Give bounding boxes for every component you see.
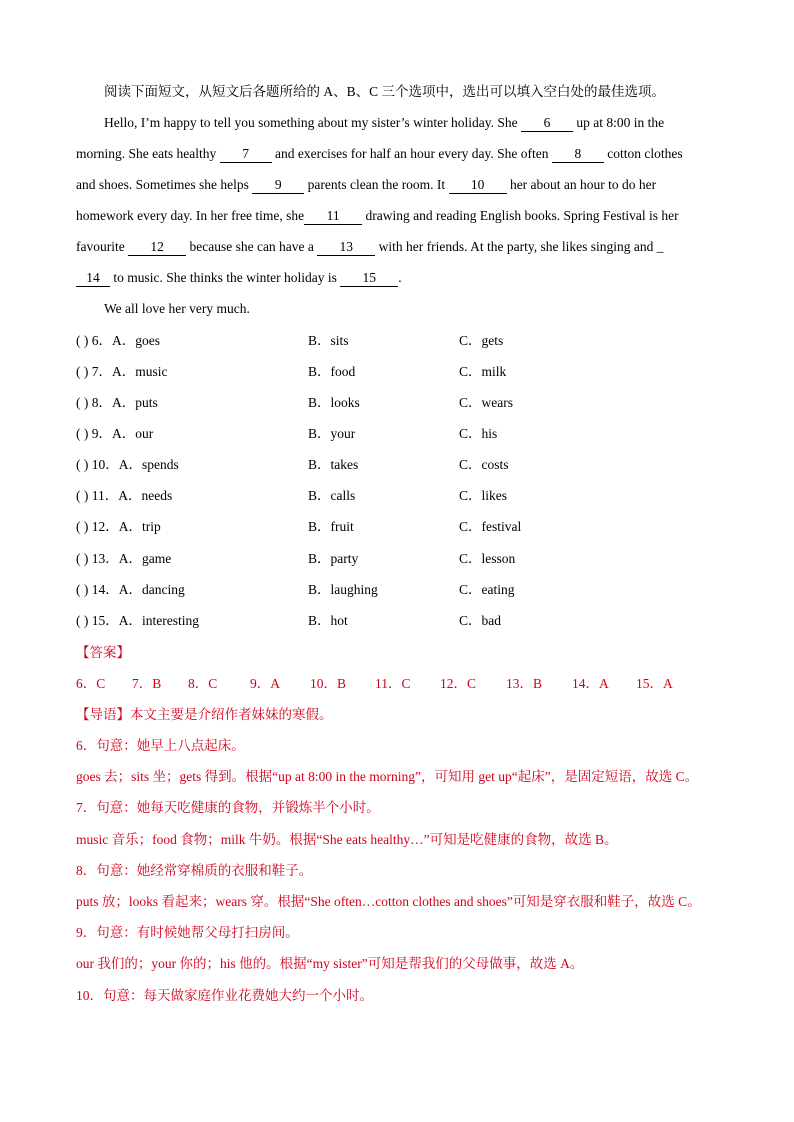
explanation-9-meaning: 9．句意：有时候她帮父母打扫房间。 — [76, 925, 299, 940]
blank-6: 6 — [521, 115, 573, 132]
blank-7: 7 — [220, 146, 272, 163]
blank-15: 15 — [340, 270, 398, 287]
passage-line-4: homework every day. In her free time, she 11 drawing and reading English books. Spring Festival is her — [76, 208, 679, 223]
question-14: ( ) 14．A．dancing B．laughing C．eating — [76, 582, 515, 597]
answer-row — [76, 674, 676, 694]
blank-10: 10 — [449, 177, 507, 194]
passage-line-2: morning. She eats healthy 7 and exercises for half an hour every day. She often 8 cotton clothes — [76, 146, 683, 161]
question-6: ( ) 6．A．goes B．sits C．gets — [76, 333, 504, 348]
blank-14: 14 — [76, 270, 110, 287]
instruction: 阅读下面短文，从短文后各题所给的 A、B、C 三个选项中，选出可以填入空白处的最佳选项。 — [104, 84, 666, 99]
question-7: ( ) 7．A．music B．food C．milk — [76, 364, 507, 379]
question-10: ( ) 10．A．spends B．takes C．costs — [76, 457, 509, 472]
blank-11: 11 — [304, 208, 362, 225]
blank-13: 13 — [317, 239, 375, 256]
answer-9: 9．A — [250, 676, 280, 691]
passage-line-3: and shoes. Sometimes she helps 9 parents clean the room. It 10 her about an hour to do her — [76, 177, 657, 192]
guide-text: 【导语】本文主要是介绍作者妹妹的寒假。 — [76, 707, 333, 722]
question-11: ( ) 11．A．needs B．calls C．likes — [76, 488, 508, 503]
answer-11: 11．C — [375, 676, 411, 691]
blank-12: 12 — [128, 239, 186, 256]
passage-line-7: We all love her very much. — [104, 301, 250, 316]
answer-15: 15．A — [636, 676, 673, 691]
explanation-7-meaning: 7．句意：她每天吃健康的食物，并锻炼半个小时。 — [76, 800, 380, 815]
question-12: ( ) 12．A．trip B．fruit C．festival — [76, 519, 522, 534]
explanation-10-meaning: 10．句意：每天做家庭作业花费她大约一个小时。 — [76, 988, 373, 1003]
explanation-9-detail: our 我们的；your 你的；his 他的。根据“my sister”可知是帮我们的父母做事，故选 A。 — [76, 956, 584, 971]
question-8: ( ) 8．A．puts B．looks C．wears — [76, 395, 513, 410]
question-13: ( ) 13．A．game B．party C．lesson — [76, 551, 516, 566]
blank-8: 8 — [552, 146, 604, 163]
explanation-6-meaning: 6．句意：她早上八点起床。 — [76, 738, 245, 753]
answer-7: 7．B — [132, 676, 162, 691]
answer-12: 12．C — [440, 676, 477, 691]
passage-line-1: Hello, I’m happy to tell you something about my sister’s winter holiday. She 6 up at 8:00 in the — [104, 115, 665, 130]
passage-line-5: favourite 12 because she can have a 13 with her friends. At the party, she likes singing and _ — [76, 239, 664, 254]
answer-13: 13．B — [506, 676, 543, 691]
question-15: ( ) 15．A．interesting B．hot C．bad — [76, 613, 501, 628]
explanation-7-detail: music 音乐；food 食物；milk 牛奶。根据“She eats healthy…”可知是吃健康的食物，故选 B。 — [76, 832, 618, 847]
explanation-8-meaning: 8．句意：她经常穿棉质的衣服和鞋子。 — [76, 863, 313, 878]
answer-6: 6．C — [76, 676, 106, 691]
passage-line-6: 14 to music. She thinks the winter holiday is 15 . — [76, 268, 402, 288]
answer-8: 8．C — [188, 676, 218, 691]
answer-10: 10．B — [310, 676, 347, 691]
answer-14: 14．A — [572, 676, 609, 691]
answer-heading: 【答案】 — [76, 645, 130, 660]
blank-9: 9 — [252, 177, 304, 194]
explanation-6-detail: goes 去；sits 坐；gets 得到。根据“up at 8:00 in the morning”，可知用 get up“起床”，是固定短语，故选 C。 — [76, 769, 699, 784]
question-9: ( ) 9．A．our B．your C．his — [76, 426, 498, 441]
explanation-8-detail: puts 放；looks 看起来；wears 穿。根据“She often…cotton clothes and shoes”可知是穿衣服和鞋子，故选 C。 — [76, 894, 701, 909]
